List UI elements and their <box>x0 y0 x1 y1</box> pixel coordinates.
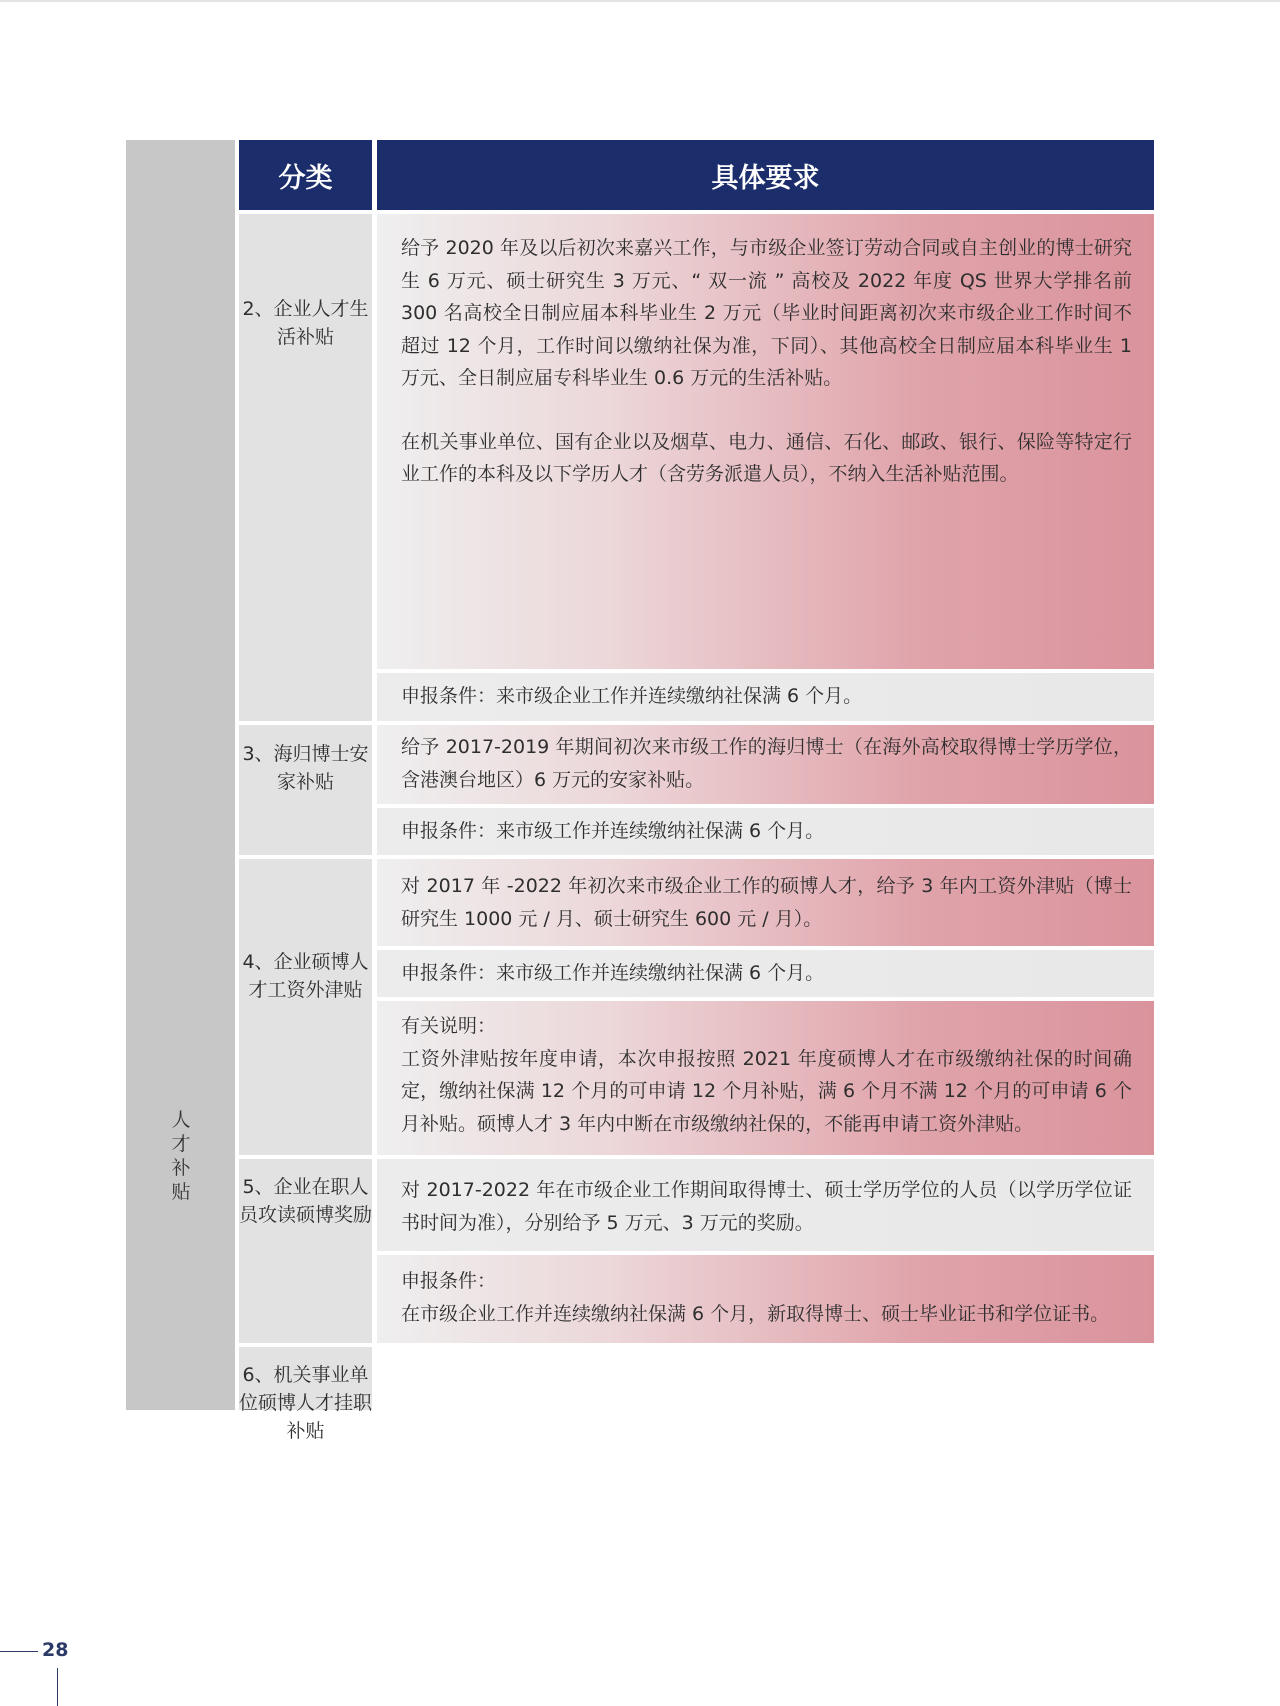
sidebar-label: 人才补贴 <box>171 1109 191 1203</box>
page-margin-rule <box>57 1668 58 1706</box>
application-condition: 申报条件：来市级企业工作并连续缴纳社保满 6 个月。 <box>401 685 863 707</box>
category-label: 5、企业在职人员攻读硕博奖励 <box>239 1176 373 1226</box>
note-text: 工资外津贴按年度申请，本次申报按照 2021 年度硕博人才在市级缴纳社保的时间确定，缴纳社保满 12 个月的可申请 12 个月补贴，满 6 个月不满 12 个月的可申请 6 个月补贴。硕博人才 3 年内中断在市级缴纳社保的，不能再申请工资外津贴。 <box>401 1047 1132 1135</box>
category-label: 4、企业硕博人才工资外津贴 <box>242 951 369 1001</box>
category-cell-row3 <box>239 725 372 855</box>
requirement-cell <box>377 950 1154 997</box>
requirement-cell <box>377 1001 1154 1155</box>
requirement-text: 对 2017-2022 年在市级企业工作期间取得博士、硕士学历学位的人员（以学历学位证书时间为准），分别给予 5 万元、3 万元的奖励。 <box>401 1179 1132 1234</box>
condition-title: 申报条件： <box>401 1270 497 1292</box>
sidebar-category-band <box>126 140 235 1410</box>
header-category: 分类 <box>239 140 372 210</box>
page-number: 28 <box>42 1639 69 1661</box>
category-cell-row6 <box>239 1347 373 1442</box>
requirement-cell <box>377 214 1154 669</box>
category-cell-row5 <box>239 1159 372 1343</box>
requirement-cell <box>377 725 1154 804</box>
application-condition: 申报条件：来市级工作并连续缴纳社保满 6 个月。 <box>401 962 825 984</box>
category-label: 6、机关事业单位硕博人才挂职补贴 <box>239 1364 373 1442</box>
subsidy-table <box>126 140 1154 1442</box>
requirement-text: 对 2017 年 -2022 年初次来市级企业工作的硕博人才，给予 3 年内工资外津贴（博士研究生 1000 元 / 月、硕士研究生 600 元 / 月）。 <box>401 875 1132 930</box>
application-condition: 在市级企业工作并连续缴纳社保满 6 个月，新取得博士、硕士毕业证书和学位证书。 <box>401 1302 1110 1325</box>
requirement-text: 给予 2020 年及以后初次来嘉兴工作，与市级企业签订劳动合同或自主创业的博士研究生 6 万元、硕士研究生 3 万元、“ 双一流 ” 高校及 2022 年度 QS 世界大学排名前 300 名高校全日制应届本科毕业生 2 万元（毕业时间距离初次来市级企业工作时间不超过 12 个月，工作时间以缴纳社保为准，下同）、其他高校全日制应届本科毕业生 1 万元、全日制应届专科毕业生 0.6 万元的生活补贴。 <box>401 237 1132 389</box>
application-condition: 申报条件：来市级工作并连续缴纳社保满 6 个月。 <box>401 820 825 842</box>
category-label: 3、海归博士安家补贴 <box>242 743 369 793</box>
requirement-text: 给予 2017-2019 年期间初次来市级工作的海归博士（在海外高校取得博士学历学位，含港澳台地区）6 万元的安家补贴。 <box>401 736 1132 791</box>
category-label: 2、企业人才生活补贴 <box>242 298 369 348</box>
requirement-cell <box>377 859 1154 946</box>
requirement-cell <box>377 808 1154 855</box>
top-border-line <box>0 0 1280 2</box>
requirement-cell <box>377 1159 1154 1251</box>
requirement-cell <box>377 673 1154 721</box>
page-number-rule <box>0 1651 38 1652</box>
header-requirement: 具体要求 <box>377 140 1154 210</box>
requirement-cell <box>377 1255 1154 1343</box>
category-cell-row4 <box>239 859 372 1155</box>
note-title: 有关说明： <box>401 1015 497 1037</box>
requirement-text: 在机关事业单位、国有企业以及烟草、电力、通信、石化、邮政、银行、保险等特定行业工作的本科及以下学历人才（含劳务派遣人员），不纳入生活补贴范围。 <box>401 430 1132 485</box>
category-cell-row2 <box>239 214 372 721</box>
